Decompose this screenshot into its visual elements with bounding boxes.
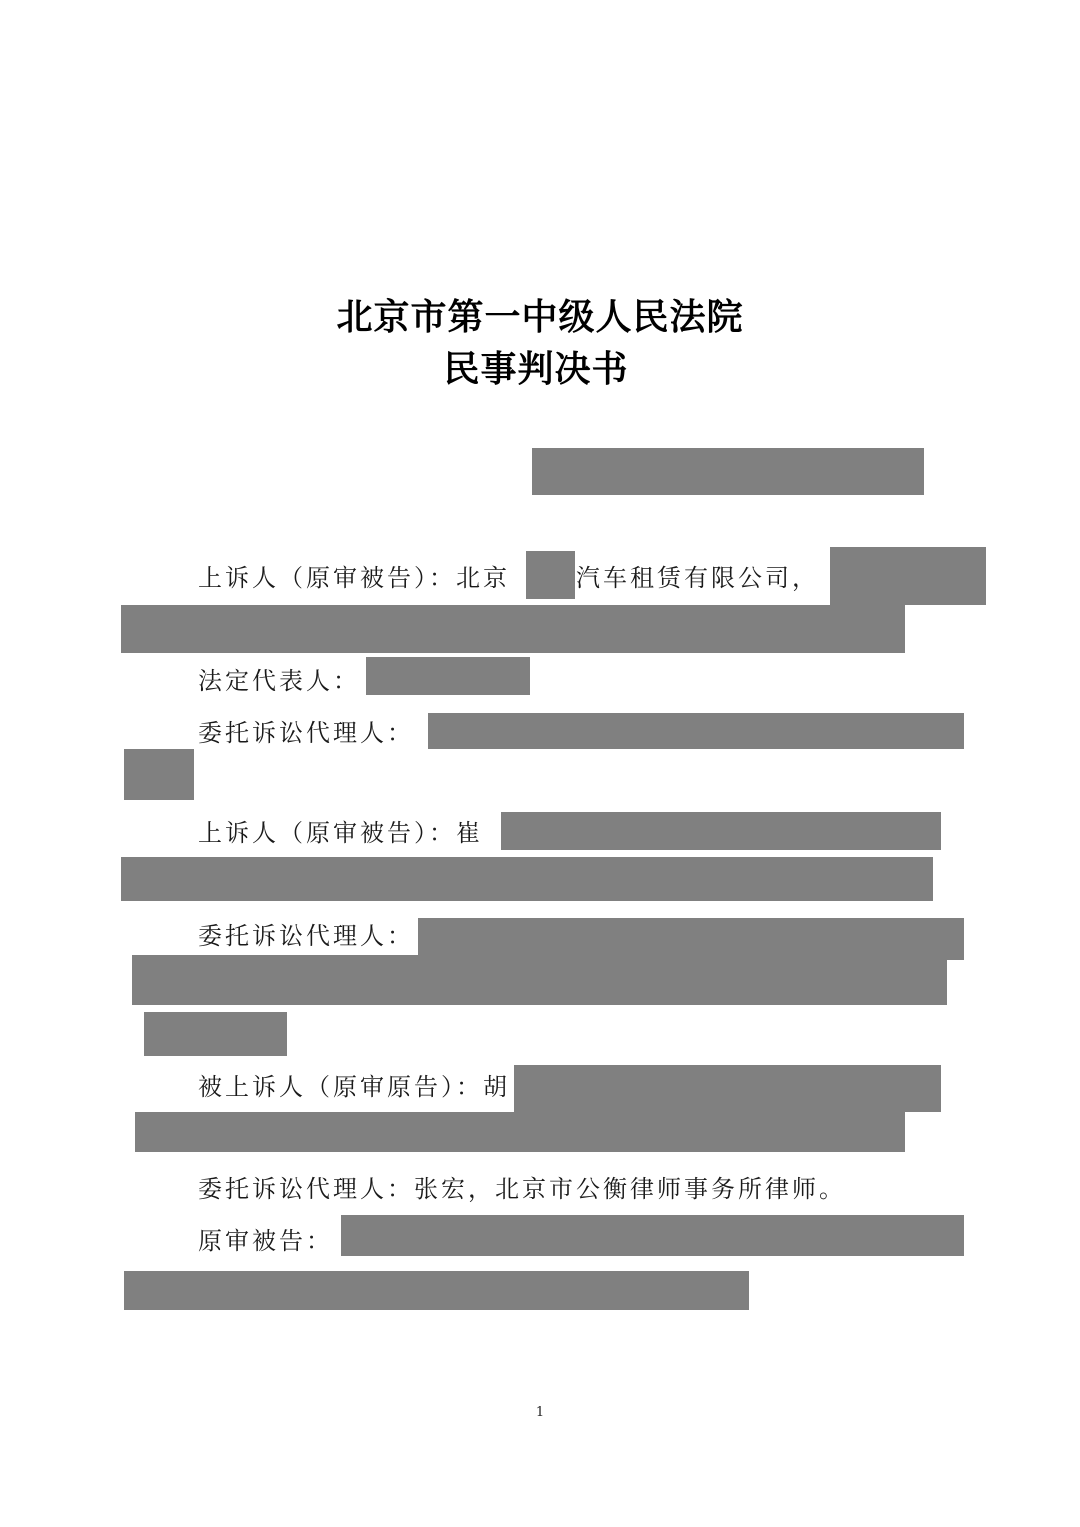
appellee-redaction-b bbox=[135, 1112, 905, 1152]
appellant-1-address-redaction-b bbox=[121, 605, 905, 653]
agent-2-redaction-c bbox=[144, 1012, 287, 1056]
legal-rep-line bbox=[198, 666, 360, 696]
agent-2-line bbox=[198, 921, 414, 951]
appellant-2-label: 上诉人（原审被告）： bbox=[198, 819, 456, 847]
agent-1-label: 委托诉讼代理人： bbox=[198, 719, 414, 747]
original-defendant-label: 原审被告： bbox=[198, 1227, 333, 1255]
agent-1-line bbox=[198, 718, 414, 748]
document-type-heading: 民事判决书 bbox=[443, 349, 629, 390]
appellant-2-redaction-a bbox=[501, 812, 941, 850]
legal-rep-name-redaction bbox=[366, 657, 530, 695]
agent-1-redaction-a bbox=[428, 713, 964, 749]
appellee-redaction-a bbox=[514, 1065, 941, 1112]
appellee-label: 被上诉人（原审原告）： bbox=[198, 1073, 483, 1101]
appellant-1-name-suffix: 汽车租赁有限公司， bbox=[576, 564, 819, 592]
agent-3-text: 委托诉讼代理人：张宏，北京市公衡律师事务所律师。 bbox=[198, 1175, 846, 1203]
original-defendant-line bbox=[198, 1226, 333, 1256]
appellant-2-line bbox=[198, 818, 483, 848]
agent-2-label: 委托诉讼代理人： bbox=[198, 922, 414, 950]
appellant-1-label: 上诉人（原审被告）： bbox=[198, 564, 456, 592]
appellant-1-name-redaction bbox=[526, 551, 575, 599]
agent-3-line bbox=[198, 1174, 846, 1204]
court-name-heading: 北京市第一中级人民法院 bbox=[336, 297, 744, 338]
legal-rep-label: 法定代表人： bbox=[198, 667, 360, 695]
page-number: 1 bbox=[535, 1405, 545, 1420]
appellant-1-line bbox=[198, 563, 510, 593]
appellant-2-name-prefix: 崔 bbox=[456, 819, 483, 847]
appellant-1-name-prefix: 北京 bbox=[456, 564, 510, 592]
appellee-line bbox=[198, 1072, 510, 1102]
case-number-redaction bbox=[532, 448, 924, 495]
original-defendant-redaction-a bbox=[341, 1215, 964, 1256]
original-defendant-redaction-b bbox=[124, 1271, 749, 1310]
agent-2-redaction-a bbox=[418, 918, 964, 960]
appellant-1-address-redaction-a bbox=[830, 547, 986, 605]
agent-1-redaction-b bbox=[124, 749, 194, 800]
appellee-name-prefix: 胡 bbox=[483, 1073, 510, 1101]
appellant-2-redaction-b bbox=[121, 857, 933, 901]
agent-2-redaction-b bbox=[132, 955, 947, 1005]
appellant-1-name-suffix-line bbox=[576, 563, 819, 593]
